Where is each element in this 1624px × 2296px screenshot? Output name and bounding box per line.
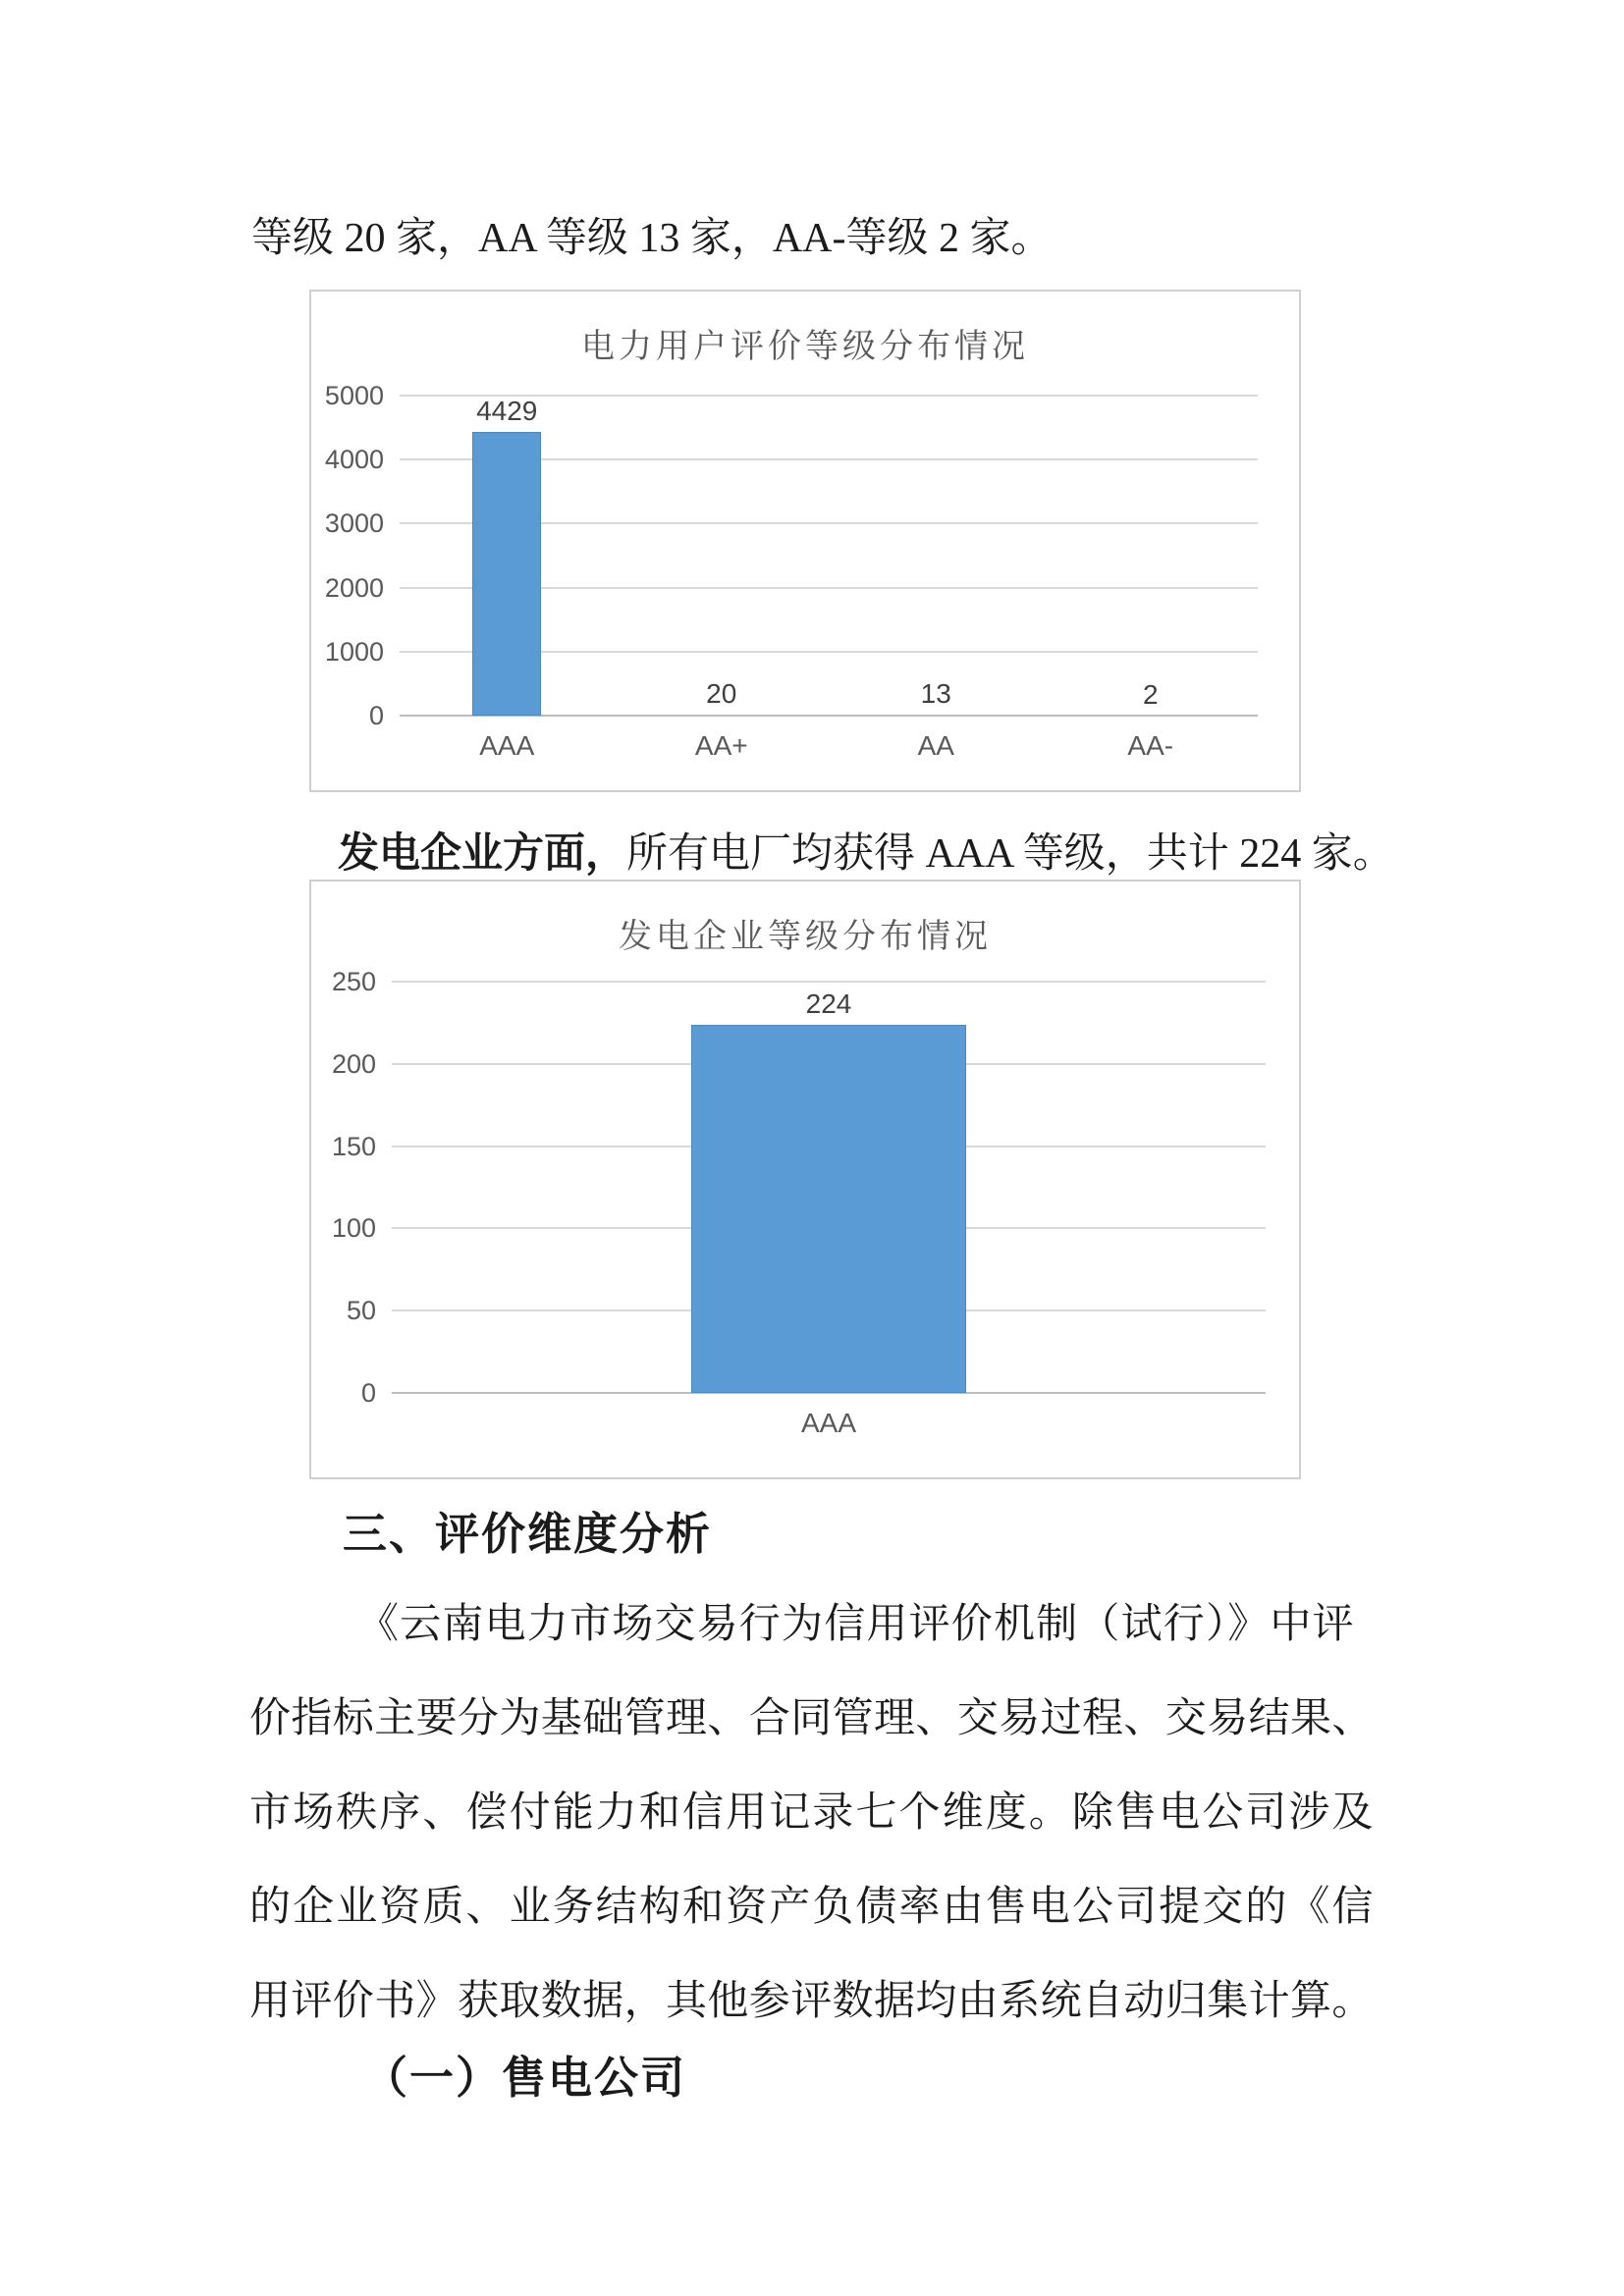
y-axis-tick-label: 200 xyxy=(331,1048,376,1079)
subsection-heading: （一）售电公司 xyxy=(363,2054,687,2103)
generation-summary-lead: 发电企业方面， xyxy=(338,831,627,877)
y-axis-tick-label: 1000 xyxy=(324,636,384,667)
y-axis-tick-label: 50 xyxy=(346,1296,376,1326)
paragraph-line: 的企业资质、业务结构和资产负债率由售电公司提交的《信 xyxy=(249,1885,1376,1930)
generation-enterprise-rating-chart xyxy=(309,880,1301,1479)
y-axis-tick-label: 2000 xyxy=(324,572,384,603)
category-label: AAA xyxy=(800,1408,857,1438)
data-label: 224 xyxy=(805,988,852,1019)
paragraph-line: 《云南电力市场交易行为信用评价机制（试行）》中评 xyxy=(357,1602,1355,1647)
category-label: AA xyxy=(917,730,954,761)
data-label: 13 xyxy=(920,678,951,710)
y-axis-tick-label: 150 xyxy=(331,1131,376,1161)
top-text-line: 等级 20 家，AA 等级 13 家，AA-等级 2 家。 xyxy=(251,216,1053,261)
paragraph-line: 价指标主要分为基础管理、合同管理、交易过程、交易结果、 xyxy=(249,1696,1374,1741)
y-axis-tick-label: 250 xyxy=(331,967,376,996)
y-axis-tick-label: 0 xyxy=(368,701,384,730)
bar-AAA xyxy=(691,1025,966,1393)
bar-AAA xyxy=(472,432,541,716)
generation-summary-rest: 所有电厂均获得 AAA 等级，共计 224 家。 xyxy=(626,831,1394,877)
y-axis-tick-label: 4000 xyxy=(324,445,384,475)
paragraph-line: 市场秩序、偿付能力和信用记录七个维度。除售电公司涉及 xyxy=(249,1790,1376,1836)
data-label: 20 xyxy=(706,677,737,709)
gridline xyxy=(392,981,1266,983)
section-heading: 三、评价维度分析 xyxy=(343,1510,713,1559)
chart-title: 发电企业等级分布情况 xyxy=(619,918,992,955)
category-label: AA- xyxy=(1127,730,1174,761)
data-label: 4429 xyxy=(476,396,538,427)
y-axis-tick-label: 0 xyxy=(360,1378,376,1408)
category-label: AA+ xyxy=(694,730,748,761)
y-axis-tick-label: 100 xyxy=(331,1213,376,1244)
y-axis-tick-label: 5000 xyxy=(324,381,384,410)
y-axis-tick-label: 3000 xyxy=(324,508,384,539)
category-label: AAA xyxy=(479,730,535,761)
paragraph-line: 用评价书》获取数据，其他参评数据均由系统自动归集计算。 xyxy=(249,1979,1374,2024)
data-label: 2 xyxy=(1142,678,1159,710)
generation-summary-line xyxy=(338,829,1394,879)
power-user-rating-chart xyxy=(309,290,1301,792)
chart-title: 电力用户评价等级分布情况 xyxy=(581,328,1029,365)
